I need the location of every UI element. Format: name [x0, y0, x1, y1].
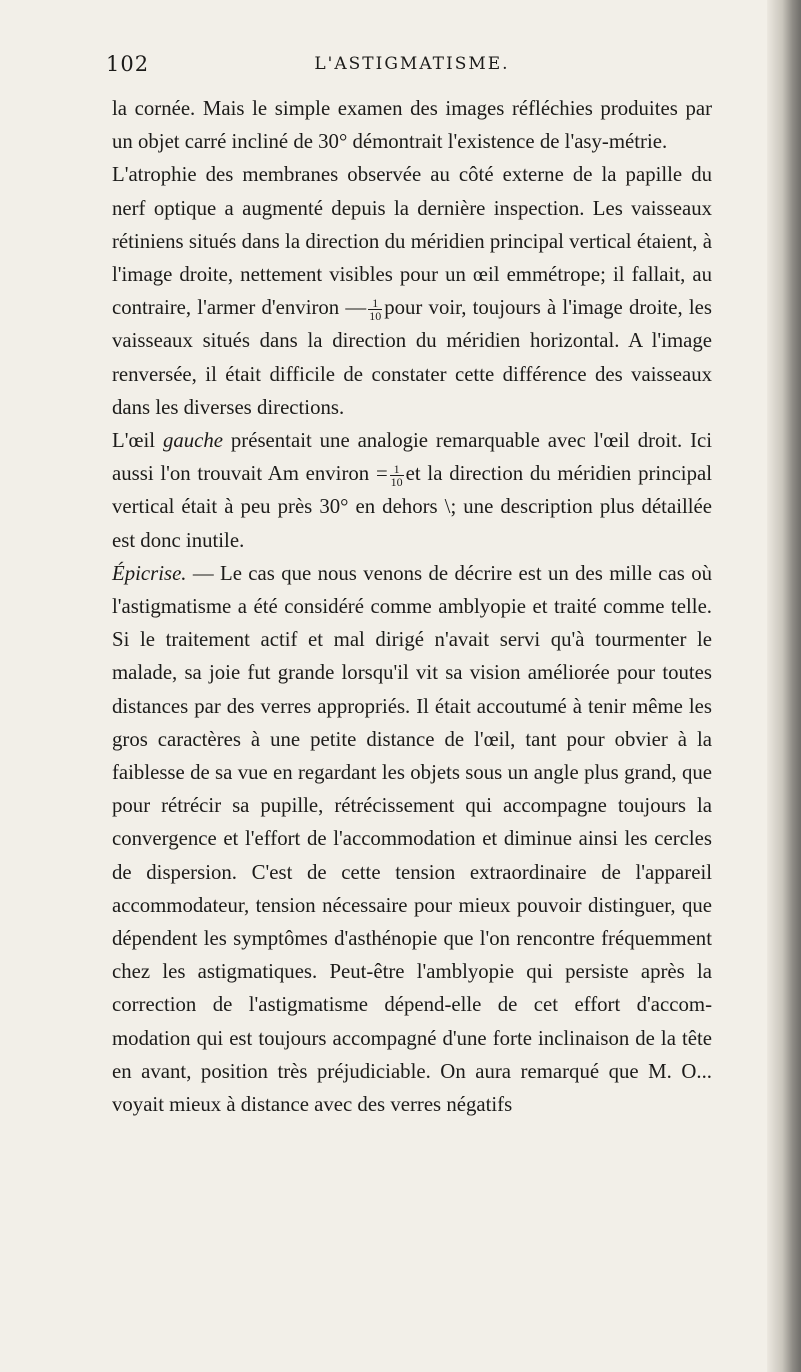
- body-text: [112, 92, 712, 1121]
- paragraph-3-text-b: présentait une analogie remarquable avec l'œil droit. Ici aussi l'on trouvait Am environ =: [112, 429, 713, 486]
- fraction-one-tenth: [368, 297, 382, 322]
- fraction-one-tenth: [390, 463, 404, 488]
- fraction-denominator: 10: [369, 308, 382, 323]
- fraction-denominator: 10: [390, 474, 403, 489]
- paragraph-4-text: — Le cas que nous venons de décrire est un des mille cas où l'astigmatisme a été considéré comme amblyopie et traité comme telle. Si le traitement actif et mal dirigé n'avait servi qu'à tourmenter le malade, sa joie fut grande lorsqu'il vit sa vision améliorée pour toutes distances par des verres appropriés. Il était accoutumé à tenir même les gros caractères à une petite distance de l'œil, tant pour obvier à la faiblesse de sa vue en regardant les objets sous un angle plus grand, que pour rétrécir sa pupille, rétrécissement qui accompagne toujours la convergence et l'effort de l'accommodation et diminue ainsi les cercles de dispersion. C'est de cette tension extraordinaire de l'appareil accommodateur, tension nécessaire pour mieux pouvoir distinguer, que dépendent les symptômes d'asthénopie que l'on rencontre fréquemment chez les astigmatiques. Peut-être l'amblyopie qui persiste après la correction de l'astigmatisme dépend-elle de cet effort d'accom-modation qui est toujours accompagné d'une forte inclinaison de la tête en avant, position très préjudiciable. On aura remarqué que M. O... voyait mieux à distance avec des verres négatifs: [112, 561, 712, 1117]
- page-header: [106, 52, 712, 92]
- running-head: L'ASTIGMATISME.: [314, 54, 510, 74]
- paragraph-2-text-a: L'atrophie des membranes observée au côté externe de la papille du nerf optique a augmenté depuis la dernière inspection. Les vaisseaux rétiniens situés dans la direction du méridien principal vertical étaient, à l'image droite, nettement visibles pour un œil emmétrope; il fallait, au contraire, l'armer d'environ —: [112, 163, 712, 320]
- paragraph-2: [112, 158, 712, 424]
- paragraph-1: [112, 92, 712, 158]
- paragraph-1-text: la cornée. Mais le simple examen des images réfléchies produites par un objet carré incliné de 30° démontrait l'existence de l'asy-métrie.: [112, 97, 712, 154]
- paragraph-3-italic: gauche: [162, 429, 223, 453]
- fraction-numerator: 1: [368, 297, 382, 310]
- paragraph-3-text-a: L'œil: [112, 429, 156, 453]
- fraction-numerator: 1: [390, 463, 404, 476]
- epicrise-heading: Épicrise.: [112, 561, 187, 585]
- paragraph-3: [112, 424, 712, 557]
- paragraph-4: [112, 557, 712, 1121]
- paragraph-2-text-b: pour voir, toujours à l'image droite, les vaisseaux situés dans la direction du méridien horizontal. A l'image renversée, il était difficile de constater cette différence des vaisseaux dans les diverses directions.: [112, 296, 713, 419]
- page-edge-shadow: [767, 0, 801, 1372]
- paragraph-3-text-c: et la direction du méridien principal vertical était à peu près 30° en dehors \; une description plus détaillée est donc inutile.: [112, 462, 712, 552]
- book-page: [106, 52, 713, 1121]
- page-number: 102: [106, 52, 150, 76]
